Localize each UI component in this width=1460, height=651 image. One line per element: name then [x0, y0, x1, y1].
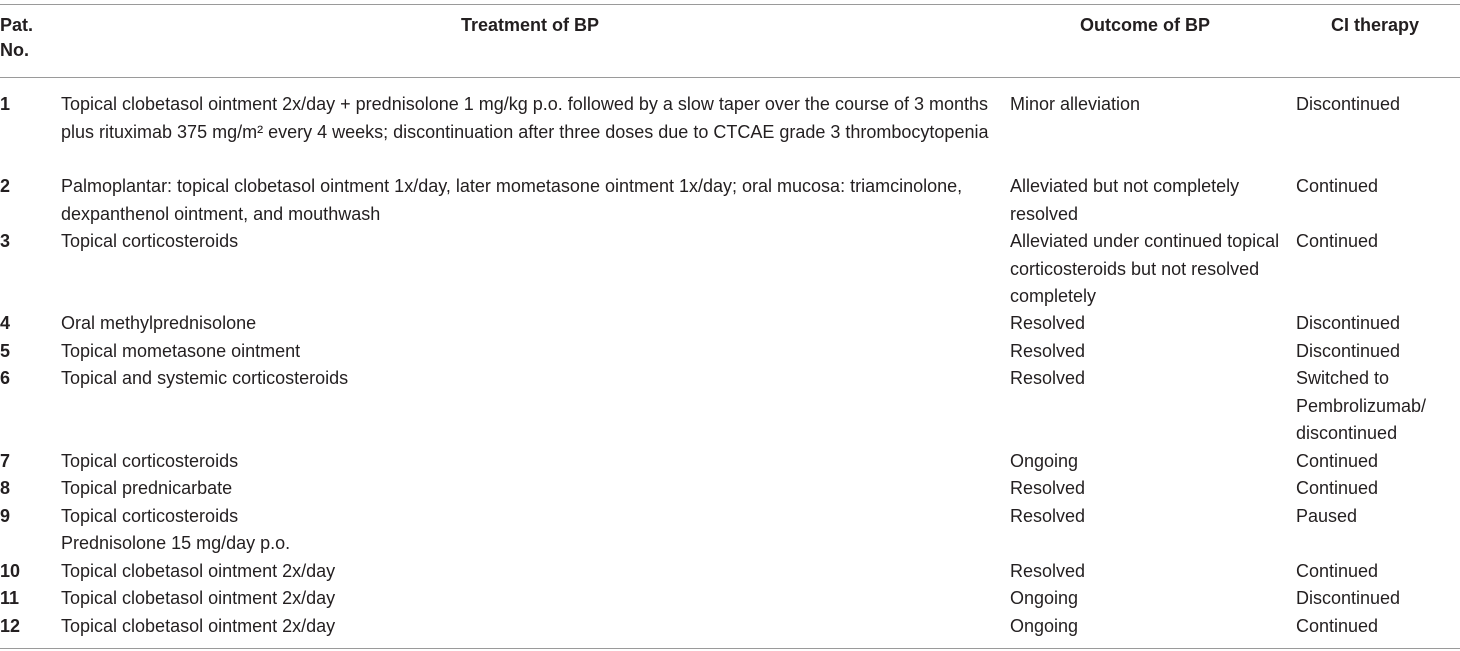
cell-ci-therapy: Switched to Pembrolizumab/ discontinued [1296, 368, 1427, 443]
cell-ci-therapy: Continued [1296, 231, 1379, 251]
cell-outcome: Ongoing [1010, 450, 1079, 471]
cell-outcome: Ongoing [1010, 588, 1079, 608]
table-row [0, 338, 1460, 366]
cell-patient-number: 10 [0, 560, 21, 581]
cell-patient-number: 12 [0, 615, 21, 636]
table-row [0, 503, 1460, 558]
cell-ci-therapy: Continued [1296, 560, 1379, 581]
cell-ci-therapy: Continued [1296, 478, 1379, 498]
cell-patient-number: 2 [0, 176, 11, 196]
cell-treatment: Oral methylprednisolone [61, 313, 257, 333]
cell-outcome: Ongoing [1010, 615, 1079, 636]
table-row [0, 613, 1460, 641]
cell-treatment: Topical and systemic corticosteroids [61, 368, 349, 388]
cell-treatment: Topical corticosteroids [61, 450, 239, 471]
cell-outcome: Resolved [1010, 505, 1086, 526]
cell-outcome: Alleviated under continued topical corticosteroids but not resolved completely [1010, 231, 1280, 306]
cell-patient-number: 8 [0, 478, 11, 498]
cell-treatment: Topical clobetasol ointment 2x/day [61, 588, 336, 608]
table-row [0, 365, 1460, 448]
table-row [0, 310, 1460, 338]
table-row [0, 448, 1460, 476]
cell-patient-number: 5 [0, 340, 11, 361]
table-row [0, 585, 1460, 613]
cell-patient-number: 1 [0, 94, 11, 114]
table-row [0, 91, 1460, 173]
cell-patient-number: 4 [0, 313, 11, 333]
cell-patient-number: 3 [0, 231, 11, 251]
cell-treatment: Palmoplantar: topical clobetasol ointment 1x/day, later mometasone ointment 1x/day; oral mucosa: triamcinolone, dexpanthenol ointment, and mouthwash [61, 176, 963, 224]
header-patient-number: Pat. No. [0, 15, 34, 60]
cell-outcome: Alleviated but not completely resolved [1010, 176, 1240, 224]
table-row [0, 558, 1460, 586]
cell-outcome: Resolved [1010, 560, 1086, 581]
header-ci-therapy: CI therapy [1330, 15, 1420, 35]
cell-treatment: Topical clobetasol ointment 2x/day [61, 560, 336, 581]
header-treatment: Treatment of BP [460, 15, 600, 35]
cell-ci-therapy: Discontinued [1296, 313, 1401, 333]
cell-treatment: Topical clobetasol ointment 2x/day [61, 615, 336, 636]
cell-patient-number: 7 [0, 450, 11, 471]
cell-patient-number: 9 [0, 505, 11, 526]
table-header-rule [0, 77, 1460, 78]
cell-outcome: Resolved [1010, 340, 1086, 361]
cell-ci-therapy: Discontinued [1296, 588, 1401, 608]
cell-outcome: Resolved [1010, 313, 1086, 333]
cell-ci-therapy: Continued [1296, 615, 1379, 636]
cell-ci-therapy: Paused [1296, 505, 1358, 526]
cell-ci-therapy: Continued [1296, 176, 1379, 196]
cell-treatment: Topical clobetasol ointment 2x/day + prednisolone 1 mg/kg p.o. followed by a slow taper over the course of 3 months plus rituximab 375 mg/m² every 4 weeks; discontinuation after three doses due to CTCAE grade 3 thrombocytopenia [61, 94, 989, 142]
cell-patient-number: 6 [0, 368, 11, 388]
cell-patient-number: 11 [0, 588, 20, 608]
table-row [0, 228, 1460, 310]
cell-treatment: Topical mometasone ointment [61, 340, 301, 361]
cell-ci-therapy: Discontinued [1296, 94, 1401, 114]
cell-treatment: Topical corticosteroids Prednisolone 15 mg/day p.o. [61, 505, 291, 553]
table-row [0, 475, 1460, 503]
header-outcome: Outcome of BP [1079, 15, 1210, 35]
table-top-rule [0, 4, 1460, 5]
table-body [0, 91, 1460, 640]
table-row [0, 173, 1460, 228]
cell-treatment: Topical corticosteroids [61, 231, 239, 251]
cell-ci-therapy: Discontinued [1296, 340, 1401, 361]
cell-outcome: Resolved [1010, 478, 1086, 498]
cell-treatment: Topical prednicarbate [61, 478, 233, 498]
table-header [0, 13, 1460, 73]
cell-outcome: Resolved [1010, 368, 1086, 388]
cell-outcome: Minor alleviation [1010, 94, 1141, 114]
cell-ci-therapy: Continued [1296, 450, 1379, 471]
table-bottom-rule [0, 648, 1460, 649]
